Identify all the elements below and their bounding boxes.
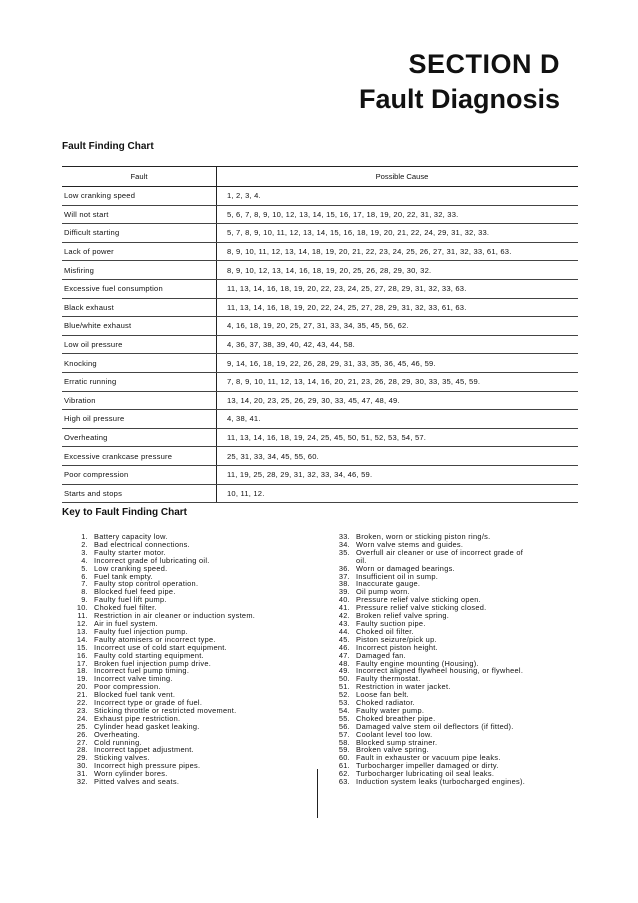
key-item-number: 49. xyxy=(338,666,350,676)
cause-cell: 25, 31, 33, 34, 45, 55, 60. xyxy=(217,447,579,466)
key-item-number: 52. xyxy=(338,690,350,700)
cause-cell: 13, 14, 20, 23, 25, 26, 29, 30, 33, 45, 47, 48, 49. xyxy=(217,391,579,410)
key-item-number: 10. xyxy=(76,603,88,613)
key-heading: Key to Fault Finding Chart xyxy=(62,507,187,518)
key-item-text: Inaccurate gauge. xyxy=(356,579,421,589)
key-item-number: 12. xyxy=(76,618,88,628)
fault-finding-table xyxy=(62,166,578,503)
cause-cell: 8, 9, 10, 11, 12, 13, 14, 18, 19, 20, 21, 22, 23, 24, 25, 26, 27, 31, 32, 33, 61, 63. xyxy=(217,242,579,261)
key-item-text: Incorrect use of cold start equipment. xyxy=(94,642,227,652)
key-item xyxy=(330,778,595,786)
key-item-number: 48. xyxy=(338,658,350,668)
key-item-text: Blocked sump strainer. xyxy=(356,737,438,747)
key-item-number: 44. xyxy=(338,626,350,636)
key-item-number: 11. xyxy=(77,611,88,621)
fault-cell: Low oil pressure xyxy=(62,335,217,354)
key-item-number: 20. xyxy=(76,682,88,692)
key-item-text: Worn valve stems and guides. xyxy=(356,539,464,549)
key-item-text: Choked fuel filter. xyxy=(94,603,157,613)
key-item-number: 8. xyxy=(81,587,88,597)
chart-heading: Fault Finding Chart xyxy=(62,141,154,152)
key-item-text: Low cranking speed. xyxy=(94,563,168,573)
cause-cell: 4, 38, 41. xyxy=(217,410,579,429)
key-item-text: Battery capacity low. xyxy=(94,532,168,541)
key-item-number: 14. xyxy=(76,634,88,644)
key-item-text: Incorrect fuel pump timing. xyxy=(94,666,190,676)
key-item-number: 25. xyxy=(76,721,88,731)
cause-cell: 10, 11, 12. xyxy=(217,484,579,503)
cause-cell: 4, 36, 37, 38, 39, 40, 42, 43, 44, 58. xyxy=(217,335,579,354)
key-item-text: Faulty stop control operation. xyxy=(94,579,199,589)
key-item-text: Damaged valve stem oil deflectors (if fitted). xyxy=(356,721,514,731)
fault-column-header: Fault xyxy=(62,167,217,187)
table-row xyxy=(62,410,578,429)
fault-cell: Excessive fuel consumption xyxy=(62,279,217,298)
table-row xyxy=(62,354,578,373)
fault-cell: Difficult starting xyxy=(62,224,217,243)
key-item-number: 26. xyxy=(76,729,88,739)
key-item-number: 45. xyxy=(338,634,350,644)
key-item-text: Poor compression. xyxy=(94,682,161,692)
key-item-text: Broken fuel injection pump drive. xyxy=(94,658,212,668)
key-item-text: Worn cylinder bores. xyxy=(94,769,168,779)
key-item-number: 19. xyxy=(76,674,88,684)
fault-cell: Black exhaust xyxy=(62,298,217,317)
key-item-number: 60. xyxy=(338,753,350,763)
table-row xyxy=(62,372,578,391)
key-item-number: 9. xyxy=(81,595,88,605)
fault-table-body xyxy=(62,187,578,503)
key-item-number: 21. xyxy=(76,690,88,700)
key-item-number: 50. xyxy=(338,674,350,684)
key-item-text: Blocked fuel tank vent. xyxy=(94,690,176,700)
key-item-number: 35. xyxy=(338,547,350,557)
key-item-text: Broken relief valve spring. xyxy=(356,611,450,621)
key-item-number: 17. xyxy=(76,658,88,668)
key-item-number: 42. xyxy=(338,611,350,621)
key-item-text: Broken, worn or sticking piston ring/s. xyxy=(356,532,491,541)
table-row xyxy=(62,224,578,243)
key-item-number: 37. xyxy=(338,571,350,581)
key-item-text: Faulty suction pipe. xyxy=(356,618,426,628)
key-item-text: Pressure relief valve sticking closed. xyxy=(356,603,487,613)
key-list-right xyxy=(330,533,595,786)
key-item-number: 32. xyxy=(76,777,88,787)
key-item-number: 18. xyxy=(76,666,88,676)
key-item-number: 59. xyxy=(338,745,350,755)
key-item-number: 2. xyxy=(81,539,88,549)
cause-cell: 11, 19, 25, 28, 29, 31, 32, 33, 34, 46, 59. xyxy=(217,465,579,484)
cause-cell: 5, 7, 8, 9, 10, 11, 12, 13, 14, 15, 16, 18, 19, 20, 21, 22, 24, 29, 31, 32, 33. xyxy=(217,224,579,243)
key-item-number: 33. xyxy=(338,532,350,541)
key-item-number: 54. xyxy=(338,705,350,715)
key-item-text: Broken valve spring. xyxy=(356,745,429,755)
page-title: Fault Diagnosis xyxy=(358,84,560,114)
table-row xyxy=(62,205,578,224)
key-item-text: Choked oil filter. xyxy=(356,626,414,636)
key-item-text: Worn or damaged bearings. xyxy=(356,563,455,573)
key-item-text: Incorrect piston height. xyxy=(356,642,438,652)
key-item-text: Damaged fan. xyxy=(356,650,407,660)
key-item-text: Incorrect valve timing. xyxy=(94,674,173,684)
key-item-text: Incorrect type or grade of fuel. xyxy=(94,698,203,708)
key-item-number: 40. xyxy=(338,595,350,605)
key-item-text: Incorrect high pressure pipes. xyxy=(94,761,201,771)
key-item-number: 5. xyxy=(81,563,88,573)
cause-cell: 4, 16, 18, 19, 20, 25, 27, 31, 33, 34, 35, 45, 56, 62. xyxy=(217,317,579,336)
key-item-text: Induction system leaks (turbocharged engines). xyxy=(356,777,526,787)
key-item-number: 24. xyxy=(76,713,88,723)
key-item-text: Faulty thermostat. xyxy=(356,674,421,684)
key-item-number: 7. xyxy=(81,579,88,589)
cause-column-header: Possible Cause xyxy=(217,167,579,187)
table-row xyxy=(62,317,578,336)
cause-cell: 11, 13, 14, 16, 18, 19, 20, 22, 24, 25, 27, 28, 29, 31, 32, 33, 61, 63. xyxy=(217,298,579,317)
key-item-text: Choked breather pipe. xyxy=(356,713,436,723)
key-item-text: Fuel tank empty. xyxy=(94,571,153,581)
key-item-number: 15. xyxy=(76,642,88,652)
table-row xyxy=(62,447,578,466)
key-item-number: 16. xyxy=(76,650,88,660)
key-item-text: Overfull air cleaner or use of incorrect grade of xyxy=(356,547,524,557)
table-row xyxy=(62,298,578,317)
fault-cell: High oil pressure xyxy=(62,410,217,429)
key-item-number: 51. xyxy=(338,682,350,692)
key-item-text: Restriction in water jacket. xyxy=(356,682,451,692)
cause-cell: 5, 6, 7, 8, 9, 10, 12, 13, 14, 15, 16, 17, 18, 19, 20, 22, 31, 32, 33. xyxy=(217,205,579,224)
key-item-number: 1. xyxy=(81,532,88,541)
key-item-number: 39. xyxy=(338,587,350,597)
key-item-text: Incorrect tappet adjustment. xyxy=(94,745,195,755)
key-item-text: Turbocharger impeller damaged or dirty. xyxy=(356,761,499,771)
key-item-number: 55. xyxy=(338,713,350,723)
key-item-text: Cold running. xyxy=(94,737,142,747)
cause-cell: 1, 2, 3, 4. xyxy=(217,187,579,206)
key-item-number: 30. xyxy=(76,761,88,771)
key-item-text: Bad electrical connections. xyxy=(94,539,191,549)
key-item-number: 38. xyxy=(338,579,350,589)
key-item-text: Piston seizure/pick up. xyxy=(356,634,437,644)
table-row xyxy=(62,484,578,503)
key-item-number: 29. xyxy=(76,753,88,763)
revision-bar xyxy=(317,769,318,818)
cause-cell: 11, 13, 14, 16, 18, 19, 20, 22, 23, 24, 25, 27, 28, 29, 31, 32, 33, 63. xyxy=(217,279,579,298)
table-row xyxy=(62,187,578,206)
key-item-text: Faulty cold starting equipment. xyxy=(94,650,204,660)
key-item xyxy=(68,778,333,786)
fault-cell: Misfiring xyxy=(62,261,217,280)
key-item-text: Blocked fuel feed pipe. xyxy=(94,587,176,597)
cause-cell: 7, 8, 9, 10, 11, 12, 13, 14, 16, 20, 21, 23, 26, 28, 29, 30, 33, 35, 45, 59. xyxy=(217,372,579,391)
key-item-text: Air in fuel system. xyxy=(94,618,159,628)
key-item-number: 63. xyxy=(338,777,350,787)
key-item-text: Faulty water pump. xyxy=(356,705,425,715)
key-item-number: 6. xyxy=(81,571,88,581)
key-item-number: 57. xyxy=(338,729,350,739)
section-label: SECTION D xyxy=(408,49,560,79)
table-row xyxy=(62,279,578,298)
key-item-number: 61. xyxy=(338,761,350,771)
key-item-number: 56. xyxy=(338,721,350,731)
key-item-text: Incorrect grade of lubricating oil. xyxy=(94,555,210,565)
key-item-text: Coolant level too low. xyxy=(356,729,433,739)
key-item-number: 27. xyxy=(76,737,88,747)
key-item-number: 47. xyxy=(338,650,350,660)
key-item-text: Faulty atomisers or incorrect type. xyxy=(94,634,216,644)
key-item-text: Sticking throttle or restricted movement. xyxy=(94,705,237,715)
table-row xyxy=(62,242,578,261)
fault-cell: Blue/white exhaust xyxy=(62,317,217,336)
key-item-text: Insufficient oil in sump. xyxy=(356,571,439,581)
fault-cell: Knocking xyxy=(62,354,217,373)
key-list-left xyxy=(68,533,333,786)
cause-cell: 8, 9, 10, 12, 13, 14, 16, 18, 19, 20, 25, 26, 28, 29, 30, 32. xyxy=(217,261,579,280)
key-item-number: 22. xyxy=(76,698,88,708)
key-item-number: 58. xyxy=(338,737,350,747)
key-item-text: Incorrect aligned flywheel housing, or flywheel. xyxy=(356,666,524,676)
key-item-text: Sticking valves. xyxy=(94,753,150,763)
key-item-text: Cylinder head gasket leaking. xyxy=(94,721,200,731)
fault-cell: Excessive crankcase pressure xyxy=(62,447,217,466)
key-item-text: Oil pump worn. xyxy=(356,587,410,597)
key-item-text: Turbocharger lubricating oil seal leaks. xyxy=(356,769,495,779)
table-row xyxy=(62,465,578,484)
key-item-text: Overheating. xyxy=(94,729,140,739)
key-item-number: 46. xyxy=(338,642,350,652)
table-header-row xyxy=(62,167,578,187)
fault-cell: Starts and stops xyxy=(62,484,217,503)
key-item-text: Choked radiator. xyxy=(356,698,416,708)
key-item-number: 34. xyxy=(338,539,350,549)
key-item-text: Exhaust pipe restriction. xyxy=(94,713,181,723)
key-item-text: Restriction in air cleaner or induction system. xyxy=(94,611,256,621)
fault-cell: Poor compression xyxy=(62,465,217,484)
key-item-number: 41. xyxy=(338,603,350,613)
table-row xyxy=(62,391,578,410)
fault-cell: Erratic running xyxy=(62,372,217,391)
key-item-number: 43. xyxy=(338,618,350,628)
fault-cell: Low cranking speed xyxy=(62,187,217,206)
key-item-text: Faulty fuel injection pump. xyxy=(94,626,188,636)
key-item-number: 4. xyxy=(81,555,88,565)
table-row xyxy=(62,261,578,280)
table-row xyxy=(62,335,578,354)
cause-cell: 9, 14, 16, 18, 19, 22, 26, 28, 29, 31, 33, 35, 36, 45, 46, 59. xyxy=(217,354,579,373)
key-item-text: Faulty fuel lift pump. xyxy=(94,595,167,605)
key-item-text: Faulty starter motor. xyxy=(94,547,167,557)
key-item-text: oil. xyxy=(356,555,367,565)
key-item-number: 23. xyxy=(76,705,88,715)
key-item-number: 31. xyxy=(76,769,88,779)
cause-cell: 11, 13, 14, 16, 18, 19, 24, 25, 45, 50, 51, 52, 53, 54, 57. xyxy=(217,428,579,447)
key-item-text: Faulty engine mounting (Housing). xyxy=(356,658,479,668)
key-item-number: 3. xyxy=(81,547,88,557)
key-item-number: 28. xyxy=(76,745,88,755)
fault-cell: Lack of power xyxy=(62,242,217,261)
key-item-text: Fault in exhauster or vacuum pipe leaks. xyxy=(356,753,501,763)
key-item-number: 36. xyxy=(338,563,350,573)
key-item-text: Pressure relief valve sticking open. xyxy=(356,595,481,605)
fault-cell: Vibration xyxy=(62,391,217,410)
fault-cell: Overheating xyxy=(62,428,217,447)
key-item-text: Pitted valves and seats. xyxy=(94,777,180,787)
table-row xyxy=(62,428,578,447)
key-item-text: Loose fan belt. xyxy=(356,690,409,700)
key-item-number: 62. xyxy=(338,769,350,779)
key-item xyxy=(330,549,595,557)
key-item-number: 13. xyxy=(76,626,88,636)
key-item-number: 53. xyxy=(338,698,350,708)
fault-cell: Will not start xyxy=(62,205,217,224)
